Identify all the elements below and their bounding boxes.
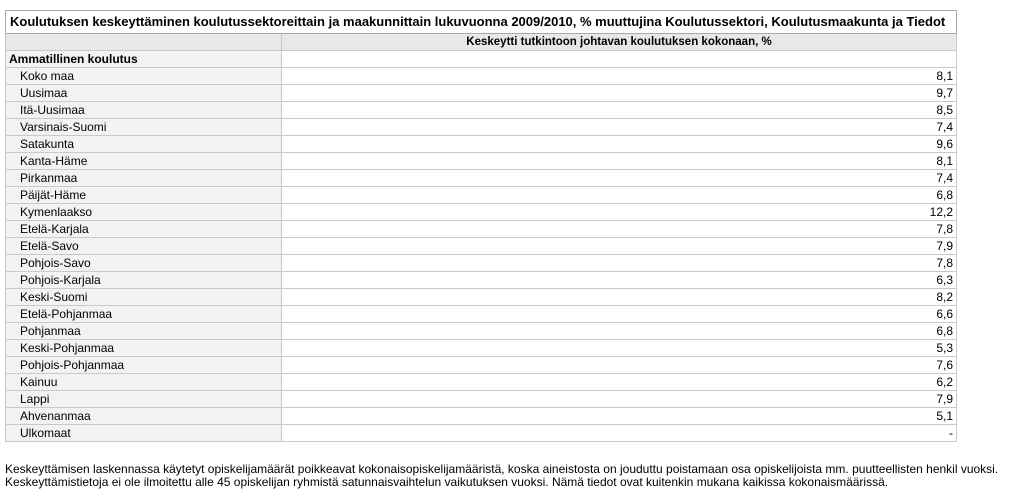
row-label: Pohjois-Karjala bbox=[6, 272, 282, 289]
table-row bbox=[6, 323, 957, 340]
table-row bbox=[6, 136, 957, 153]
row-value: 6,6 bbox=[282, 306, 957, 323]
row-header-corner bbox=[6, 34, 282, 51]
table-row bbox=[6, 408, 957, 425]
row-label: Pohjois-Savo bbox=[6, 255, 282, 272]
statistics-table bbox=[5, 10, 957, 442]
row-value: 7,8 bbox=[282, 255, 957, 272]
row-label: Keski-Suomi bbox=[6, 289, 282, 306]
table-row bbox=[6, 374, 957, 391]
row-value: 6,2 bbox=[282, 374, 957, 391]
row-value: 7,6 bbox=[282, 357, 957, 374]
row-label: Pohjanmaa bbox=[6, 323, 282, 340]
table-row bbox=[6, 187, 957, 204]
row-value: 7,9 bbox=[282, 238, 957, 255]
row-label: Kanta-Häme bbox=[6, 153, 282, 170]
row-value: 8,2 bbox=[282, 289, 957, 306]
row-value: 7,8 bbox=[282, 221, 957, 238]
row-value: 8,5 bbox=[282, 102, 957, 119]
row-label: Ulkomaat bbox=[6, 425, 282, 442]
table-row bbox=[6, 204, 957, 221]
row-label: Pirkanmaa bbox=[6, 170, 282, 187]
table-row bbox=[6, 68, 957, 85]
table-title: Koulutuksen keskeyttäminen koulutussektoreittain ja maakunnittain lukuvuonna 2009/2010, % muuttujina Koulutussektori, Koulutusmaakunta ja Tiedot bbox=[6, 11, 957, 34]
table-row bbox=[6, 153, 957, 170]
column-header: Keskeytti tutkintoon johtavan koulutuksen kokonaan, % bbox=[282, 34, 957, 51]
table-row bbox=[6, 238, 957, 255]
table-row bbox=[6, 221, 957, 238]
row-label: Kainuu bbox=[6, 374, 282, 391]
row-value: 6,3 bbox=[282, 272, 957, 289]
column-header-row bbox=[6, 34, 957, 51]
row-value: 6,8 bbox=[282, 187, 957, 204]
row-value: 7,4 bbox=[282, 119, 957, 136]
row-value: 7,9 bbox=[282, 391, 957, 408]
row-label: Itä-Uusimaa bbox=[6, 102, 282, 119]
row-value: 8,1 bbox=[282, 153, 957, 170]
table-row bbox=[6, 255, 957, 272]
section-row bbox=[6, 51, 957, 68]
row-value: - bbox=[282, 425, 957, 442]
row-label: Ahvenanmaa bbox=[6, 408, 282, 425]
section-label: Ammatillinen koulutus bbox=[6, 51, 282, 68]
table-container bbox=[5, 10, 956, 442]
table-row bbox=[6, 85, 957, 102]
row-label: Pohjois-Pohjanmaa bbox=[6, 357, 282, 374]
row-label: Uusimaa bbox=[6, 85, 282, 102]
table-row bbox=[6, 119, 957, 136]
row-label: Varsinais-Suomi bbox=[6, 119, 282, 136]
row-value: 12,2 bbox=[282, 204, 957, 221]
row-label: Etelä-Savo bbox=[6, 238, 282, 255]
row-label: Satakunta bbox=[6, 136, 282, 153]
row-label: Koko maa bbox=[6, 68, 282, 85]
table-row bbox=[6, 289, 957, 306]
row-label: Etelä-Karjala bbox=[6, 221, 282, 238]
row-label: Kymenlaakso bbox=[6, 204, 282, 221]
section-value-cell bbox=[282, 51, 957, 68]
table-row bbox=[6, 357, 957, 374]
table-row bbox=[6, 102, 957, 119]
row-label: Päijät-Häme bbox=[6, 187, 282, 204]
row-value: 7,4 bbox=[282, 170, 957, 187]
table-row bbox=[6, 170, 957, 187]
row-label: Keski-Pohjanmaa bbox=[6, 340, 282, 357]
row-value: 5,1 bbox=[282, 408, 957, 425]
row-label: Etelä-Pohjanmaa bbox=[6, 306, 282, 323]
table-row bbox=[6, 306, 957, 323]
row-value: 9,7 bbox=[282, 85, 957, 102]
table-row bbox=[6, 425, 957, 442]
footnote-2: Keskeyttämistietoja ei ole ilmoitettu alle 45 opiskelijan ryhmistä satunnaisvaihtelun vaikutuksen vuoksi. Nämä tiedot ovat kuitenkin mukana kaikissa kokonaismäärissä. bbox=[5, 475, 889, 489]
table-row bbox=[6, 391, 957, 408]
row-value: 6,8 bbox=[282, 323, 957, 340]
table-row bbox=[6, 272, 957, 289]
row-value: 5,3 bbox=[282, 340, 957, 357]
footnote-1: Keskeyttämisen laskennassa käytetyt opiskelijamäärät poikkeavat kokonaisopiskelijamääristä, koska aineistosta on jouduttu poistamaan osa opiskelijoista mm. puutteellisten henkil vuoksi. bbox=[5, 462, 999, 476]
row-value: 9,6 bbox=[282, 136, 957, 153]
table-row bbox=[6, 340, 957, 357]
footnotes bbox=[5, 463, 1024, 489]
row-value: 8,1 bbox=[282, 68, 957, 85]
row-label: Lappi bbox=[6, 391, 282, 408]
